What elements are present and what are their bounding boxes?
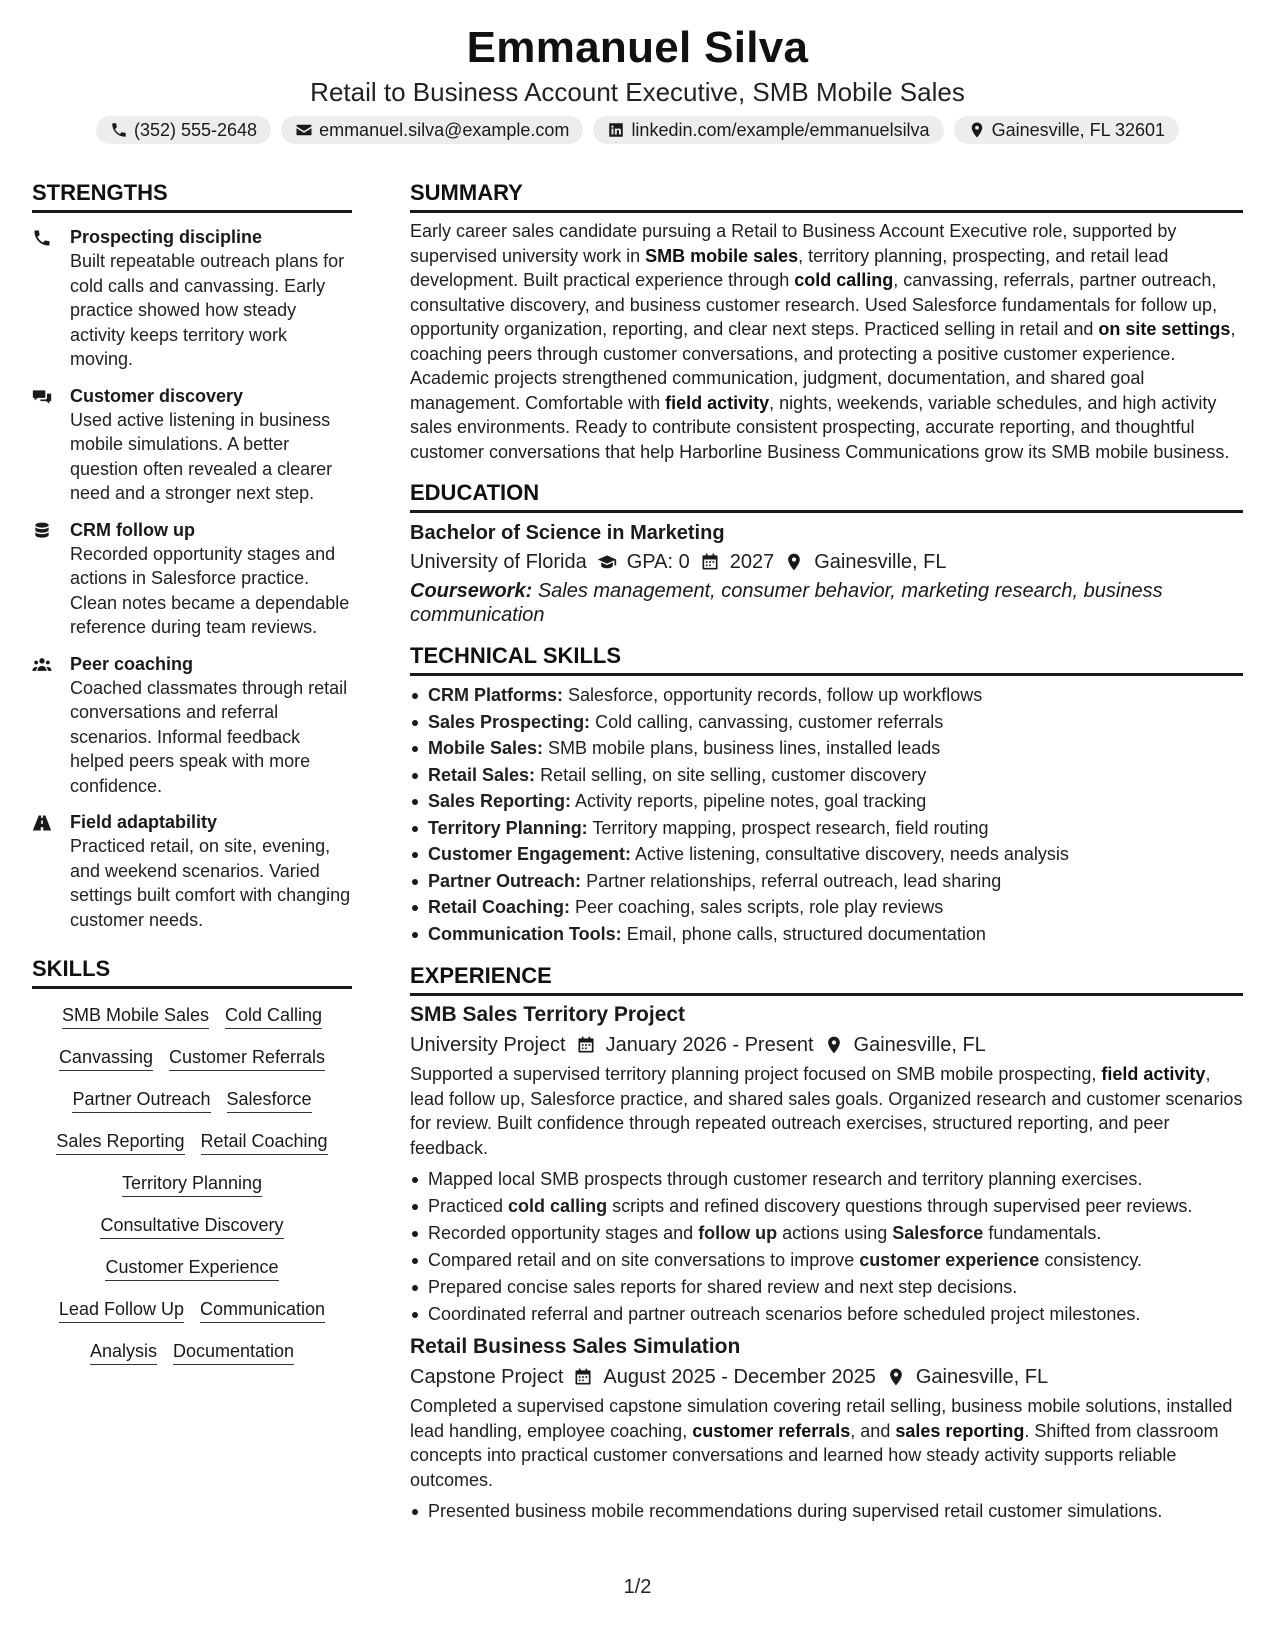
contact-phone-text: (352) 555-2648 xyxy=(133,119,258,140)
strength-description: Coached classmates through retail conversations and referral scenarios. Informal feedback helped peers speak with more confidence. xyxy=(70,677,348,796)
contact-email-text: emmanuel.silva@example.com xyxy=(319,119,570,140)
list-item xyxy=(410,841,1243,868)
skill-category: Mobile Sales: xyxy=(428,738,544,758)
job-location: Gainesville, FL xyxy=(853,1034,986,1056)
road-icon xyxy=(32,813,52,833)
education-section xyxy=(410,478,1243,627)
left-column xyxy=(32,178,352,1365)
candidate-name: Emmanuel Silva xyxy=(466,23,809,72)
strength-item xyxy=(32,384,352,506)
strength-description: Recorded opportunity stages and actions in Salesforce practice. Clean notes became a dependable reference during team reviews. xyxy=(70,543,350,637)
summary-heading: SUMMARY xyxy=(410,178,1243,213)
skill-tag: SMB Mobile Sales xyxy=(62,1003,209,1029)
page-number: 1/2 xyxy=(623,1576,652,1598)
location-pin-icon xyxy=(886,1367,906,1387)
envelope-icon xyxy=(295,121,313,139)
coursework-text: Sales management, consumer behavior, marketing research, business communication xyxy=(410,580,1163,626)
list-item: Prepared concise sales reports for shared review and next step decisions. xyxy=(410,1274,1243,1301)
right-column xyxy=(410,178,1243,1525)
skill-category: Partner Outreach: xyxy=(428,870,582,891)
skill-tag: Partner Outreach xyxy=(72,1087,210,1113)
skill-detail: Salesforce, opportunity records, follow up workflows xyxy=(568,685,983,705)
job-location: Gainesville, FL xyxy=(915,1366,1049,1388)
contact-email[interactable] xyxy=(281,116,583,144)
coursework xyxy=(410,579,1243,627)
gpa-value: GPA: 0 xyxy=(626,551,690,573)
list-item: Practiced cold calling scripts and refined discovery questions through supervised peer reviews. xyxy=(410,1193,1243,1220)
skill-detail: Peer coaching, sales scripts, role play reviews xyxy=(575,897,944,917)
education-meta xyxy=(410,547,1243,577)
education-location: Gainesville, FL xyxy=(814,551,947,573)
skill-detail: SMB mobile plans, business lines, installed leads xyxy=(548,738,941,758)
chat-bubbles-icon xyxy=(32,387,52,407)
summary-section xyxy=(410,178,1243,464)
strength-title: CRM follow up xyxy=(70,519,195,540)
strength-description: Practiced retail, on site, evening, and weekend scenarios. Varied settings built comfort with changing customer needs. xyxy=(70,836,351,930)
coursework-label: Coursework: xyxy=(410,580,533,602)
list-item: Presented business mobile recommendations during supervised retail customer simulations. xyxy=(410,1498,1243,1525)
technical-skills-heading: TECHNICAL SKILLS xyxy=(410,641,1243,676)
calendar-icon xyxy=(700,552,720,572)
strength-title: Peer coaching xyxy=(70,653,194,674)
skill-detail: Activity reports, pipeline notes, goal tracking xyxy=(575,791,927,811)
job-dates: January 2026 - Present xyxy=(605,1034,814,1056)
skill-category: Communication Tools: xyxy=(428,923,622,944)
degree-title: Bachelor of Science in Marketing xyxy=(410,522,725,544)
database-icon xyxy=(32,521,52,541)
strengths-section xyxy=(32,178,352,932)
graduation-cap-icon xyxy=(597,552,617,572)
list-item: Coordinated referral and partner outreach scenarios before scheduled project milestones. xyxy=(410,1301,1243,1328)
job-bullets xyxy=(410,1498,1243,1525)
skill-tag: Customer Experience xyxy=(105,1255,278,1281)
location-pin-icon xyxy=(784,552,804,572)
contact-linkedin[interactable] xyxy=(593,116,943,144)
list-item xyxy=(410,788,1243,815)
strength-item xyxy=(32,518,352,640)
job-description: Supported a supervised territory planning project focused on SMB mobile prospecting, field activity, lead follow up, Salesforce practice, and shared sales goals. Organized research and customer scenarios for review. Built confidence through repeated outreach exercises, structured reporting, and peer feedback. xyxy=(410,1064,1243,1158)
list-item xyxy=(410,815,1243,842)
list-item xyxy=(410,762,1243,789)
job-title: Retail Business Sales Simulation xyxy=(410,1335,741,1358)
strength-title: Prospecting discipline xyxy=(70,227,263,247)
skill-detail: Active listening, consultative discovery, needs analysis xyxy=(635,844,1069,864)
skill-tag: Documentation xyxy=(173,1339,294,1365)
list-item xyxy=(410,894,1243,921)
education-heading: EDUCATION xyxy=(410,478,1243,513)
experience-heading: EXPERIENCE xyxy=(410,961,1243,996)
skill-tag: Analysis xyxy=(90,1339,157,1365)
skill-tag: Communication xyxy=(200,1297,325,1323)
experience-entry xyxy=(410,1332,1243,1525)
job-meta xyxy=(410,1030,1243,1060)
strength-title: Field adaptability xyxy=(70,812,218,832)
skill-tag: Customer Referrals xyxy=(169,1045,325,1071)
job-bullets xyxy=(410,1166,1243,1328)
strength-item xyxy=(32,225,352,372)
phone-icon xyxy=(32,228,52,248)
phone-icon xyxy=(110,121,128,139)
contact-phone[interactable] xyxy=(96,116,271,144)
experience-entry xyxy=(410,1000,1243,1328)
list-item: Compared retail and on site conversations to improve customer experience consistency. xyxy=(410,1247,1243,1274)
skill-category: Retail Sales: xyxy=(428,764,536,785)
target-role: Retail to Business Account Executive, SMB Mobile Sales xyxy=(310,77,965,107)
skill-category: Customer Engagement: xyxy=(428,844,632,864)
list-item xyxy=(410,868,1243,895)
calendar-icon xyxy=(576,1035,596,1055)
list-item xyxy=(410,735,1243,762)
summary-text: Early career sales candidate pursuing a Retail to Business Account Executive role, supported by supervised university work in SMB mobile sales, territory planning, prospecting, and retail lead development. Built practical experience through cold calling, canvassing, referrals, partner outreach, consultative discovery, and business customer research. Used Salesforce fundamentals for follow up, opportunity organization, reporting, and clear next steps. Practiced selling in retail and on site settings, coaching peers through customer conversations, and protecting a positive customer experience. Academic projects strengthened communication, judgment, documentation, and shared goal management. Comfortable with field activity, nights, weekends, variable schedules, and high activity sales environments. Ready to contribute consistent prospecting, accurate reporting, and thoughtful customer conversations that help Harborline Business Communications grow its SMB mobile business. xyxy=(410,221,1236,462)
technical-skills-section xyxy=(410,641,1243,947)
skill-category: Retail Coaching: xyxy=(428,897,571,917)
strength-title: Customer discovery xyxy=(70,385,244,406)
skill-tag: Canvassing xyxy=(59,1045,153,1071)
skill-tag: Retail Coaching xyxy=(201,1129,328,1155)
list-item: Recorded opportunity stages and follow up actions using Salesforce fundamentals. xyxy=(410,1220,1243,1247)
job-dates: August 2025 - December 2025 xyxy=(603,1366,876,1388)
strength-description: Used active listening in business mobile simulations. A better question often revealed a clearer need and a stronger next step. xyxy=(70,409,333,503)
skill-tags xyxy=(32,1003,352,1365)
linkedin-icon xyxy=(607,121,625,139)
job-organization: University Project xyxy=(410,1034,566,1056)
location-pin-icon xyxy=(824,1035,844,1055)
skill-tag: Salesforce xyxy=(227,1087,312,1113)
skill-category: Sales Reporting: xyxy=(428,791,572,811)
job-description: Completed a supervised capstone simulation covering retail selling, business mobile solutions, installed lead handling, employee coaching, customer referrals, and sales reporting. Shifted from classroom concepts into practical customer conversations and learned how steady activity supports reliable outcomes. xyxy=(410,1396,1233,1490)
skill-category: Sales Prospecting: xyxy=(428,711,591,732)
skills-section xyxy=(32,954,352,1365)
skill-category: Territory Planning: xyxy=(428,817,588,838)
contact-bar xyxy=(0,116,1275,144)
experience-section xyxy=(410,961,1243,1525)
job-meta xyxy=(410,1362,1243,1392)
list-item xyxy=(410,682,1243,709)
skill-tag: Lead Follow Up xyxy=(59,1297,184,1323)
skill-tag: Sales Reporting xyxy=(56,1129,184,1155)
list-item: Mapped local SMB prospects through customer research and territory planning exercises. xyxy=(410,1166,1243,1193)
resume-header xyxy=(0,22,1275,144)
contact-location xyxy=(954,116,1179,144)
skill-detail: Partner relationships, referral outreach, lead sharing xyxy=(586,870,1002,891)
list-item xyxy=(410,709,1243,736)
strength-description: Built repeatable outreach plans for cold calls and canvassing. Early practice showed how steady activity keeps territory work moving. xyxy=(70,251,345,369)
skill-category: CRM Platforms: xyxy=(428,685,564,705)
skill-tag: Cold Calling xyxy=(225,1003,322,1029)
users-icon xyxy=(32,655,52,675)
skill-tag: Consultative Discovery xyxy=(100,1213,283,1239)
location-pin-icon xyxy=(968,121,986,139)
job-organization: Capstone Project xyxy=(410,1366,564,1388)
skill-tag: Territory Planning xyxy=(122,1171,262,1197)
contact-location-text: Gainesville, FL 32601 xyxy=(991,119,1166,140)
school-name: University of Florida xyxy=(410,551,587,573)
graduation-year: 2027 xyxy=(729,551,775,573)
job-title: SMB Sales Territory Project xyxy=(410,1003,686,1026)
strengths-heading: STRENGTHS xyxy=(32,178,352,213)
skills-heading: SKILLS xyxy=(32,954,352,989)
calendar-icon xyxy=(573,1367,593,1387)
strength-item xyxy=(32,652,352,799)
strength-item xyxy=(32,810,352,932)
list-item xyxy=(410,921,1243,948)
skill-detail: Email, phone calls, structured documentation xyxy=(626,923,986,944)
skill-detail: Retail selling, on site selling, customer discovery xyxy=(540,764,927,785)
technical-skills-list xyxy=(410,682,1243,947)
contact-linkedin-text: linkedin.com/example/emmanuelsilva xyxy=(631,119,930,140)
skill-detail: Territory mapping, prospect research, field routing xyxy=(592,817,989,838)
skill-detail: Cold calling, canvassing, customer referrals xyxy=(595,711,944,732)
